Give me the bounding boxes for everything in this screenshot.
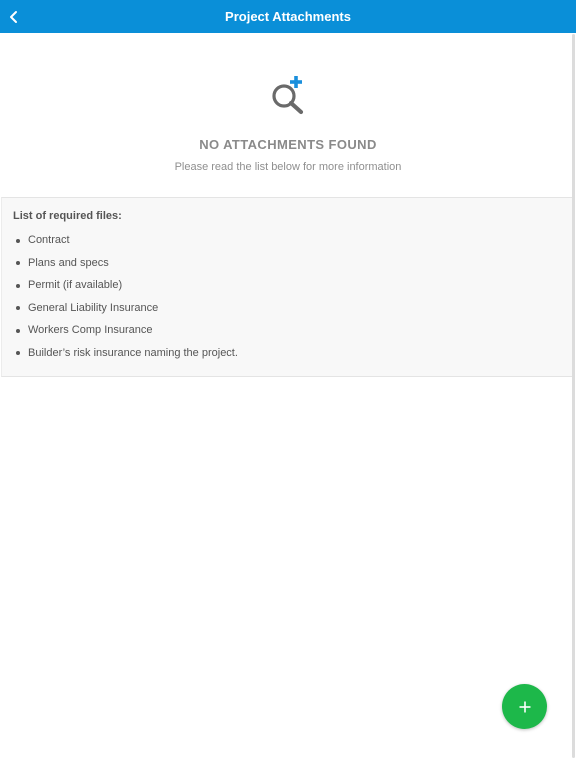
top-app-bar bbox=[0, 0, 576, 33]
required-file-item bbox=[2, 229, 238, 252]
empty-state-subtext: Please read the list below for more information bbox=[174, 161, 402, 173]
page-title: Project Attachments bbox=[225, 9, 351, 24]
empty-state-heading: NO ATTACHMENTS FOUND bbox=[199, 137, 377, 152]
search-add-icon bbox=[268, 74, 308, 116]
required-file-label: Permit (if available) bbox=[28, 279, 123, 291]
bullet-icon bbox=[16, 284, 20, 288]
required-file-label: Contract bbox=[28, 234, 70, 246]
required-file-label: Plans and specs bbox=[28, 256, 109, 269]
required-file-label: Builder’s risk insurance naming the project. bbox=[28, 346, 238, 359]
required-file-item bbox=[2, 252, 238, 275]
required-file-item bbox=[2, 297, 238, 320]
required-file-item bbox=[2, 342, 238, 365]
bullet-icon bbox=[16, 351, 20, 355]
required-file-item bbox=[2, 274, 238, 297]
required-files-panel bbox=[1, 197, 573, 377]
vertical-scrollbar[interactable] bbox=[572, 34, 575, 758]
bullet-icon bbox=[16, 306, 20, 310]
bullet-icon bbox=[16, 329, 20, 333]
required-file-item bbox=[2, 319, 238, 342]
required-files-heading: List of required files: bbox=[13, 210, 122, 222]
required-files-list bbox=[2, 229, 238, 364]
plus-icon bbox=[518, 700, 532, 714]
required-file-label: General Liability Insurance bbox=[28, 301, 159, 314]
required-file-label: Workers Comp Insurance bbox=[28, 324, 153, 336]
bullet-icon bbox=[16, 239, 20, 243]
bullet-icon bbox=[16, 261, 20, 265]
add-attachment-button[interactable] bbox=[502, 684, 547, 729]
